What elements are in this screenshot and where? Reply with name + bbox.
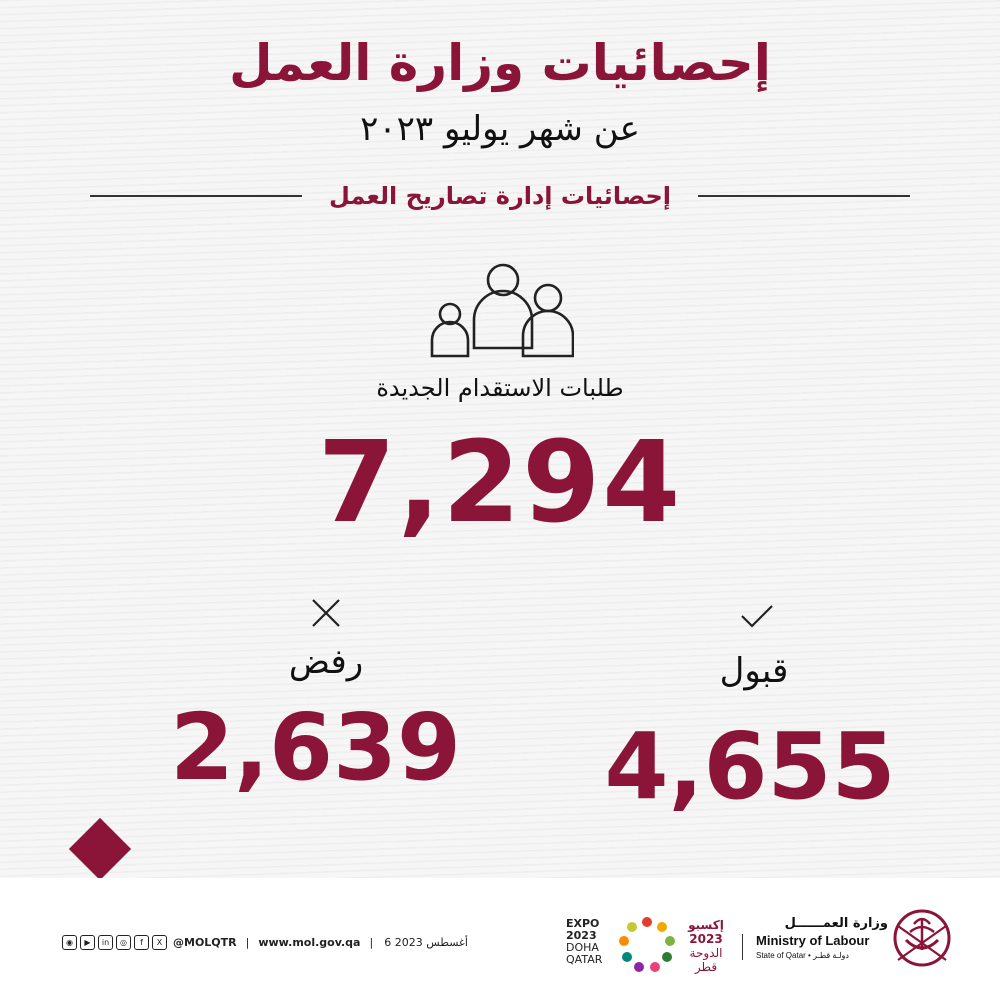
expo-arabic-text	[678, 918, 734, 974]
expo-ar-line: إكسبو	[688, 918, 724, 932]
expo-en-line: DOHA	[566, 941, 599, 954]
page-title: إحصائيات وزارة العمل	[229, 34, 771, 92]
ministry-logo-text	[756, 916, 888, 962]
section-header	[90, 178, 910, 214]
divider-line-left	[90, 195, 302, 197]
section-title: إحصائيات إدارة تصاريح العمل	[328, 182, 672, 210]
ministry-name-english: Ministry of Labour	[756, 933, 870, 948]
people-group-icon	[428, 262, 574, 362]
expo-en-line: EXPO	[566, 917, 600, 930]
post-date: 6 أغسطس 2023	[384, 935, 468, 949]
expo-english-text	[566, 918, 616, 966]
footer-contact	[62, 932, 468, 952]
x-twitter-icon[interactable]: X	[152, 935, 167, 950]
footer-separator: |	[369, 935, 374, 949]
x-mark-icon	[310, 597, 342, 629]
social-handle[interactable]: @MOLQTR	[173, 935, 237, 949]
accepted-value: 4,655	[604, 713, 896, 820]
ministry-name-arabic: وزارة العمــــــل	[784, 916, 888, 931]
facebook-icon[interactable]: f	[134, 935, 149, 950]
expo-en-line: QATAR	[566, 953, 603, 966]
expo-ar-line: 2023	[689, 932, 723, 946]
expo-logo	[566, 914, 734, 978]
linkedin-icon[interactable]: in	[98, 935, 113, 950]
expo-ar-line: الدوحة	[689, 946, 723, 960]
divider-line-right	[698, 195, 910, 197]
expo-ar-line: قطر	[694, 960, 718, 974]
footer	[0, 878, 1000, 1000]
logo-divider	[742, 934, 743, 960]
footer-separator: |	[245, 935, 250, 949]
rejected-value: 2,639	[170, 694, 462, 801]
instagram-icon[interactable]: ◎	[116, 935, 131, 950]
expo-en-line: 2023	[566, 929, 597, 942]
state-of-qatar-text: State of Qatar • دولـة قطـر	[756, 951, 849, 960]
accepted-label: قبول	[719, 651, 789, 691]
new-requests-value: 7,294	[317, 418, 683, 548]
page-subtitle: عن شهر يوليو ٢٠٢٣	[360, 109, 640, 149]
check-icon	[740, 603, 774, 629]
youtube-icon[interactable]: ▶	[80, 935, 95, 950]
new-requests-label: طلبات الاستقدام الجديدة	[376, 374, 624, 402]
snapchat-icon[interactable]: ◉	[62, 935, 77, 950]
qatar-emblem-icon	[892, 904, 952, 972]
expo-flower-ring-icon	[618, 916, 676, 974]
website-link[interactable]: www.mol.gov.qa	[258, 935, 361, 949]
rejected-label: رفض	[288, 642, 364, 682]
